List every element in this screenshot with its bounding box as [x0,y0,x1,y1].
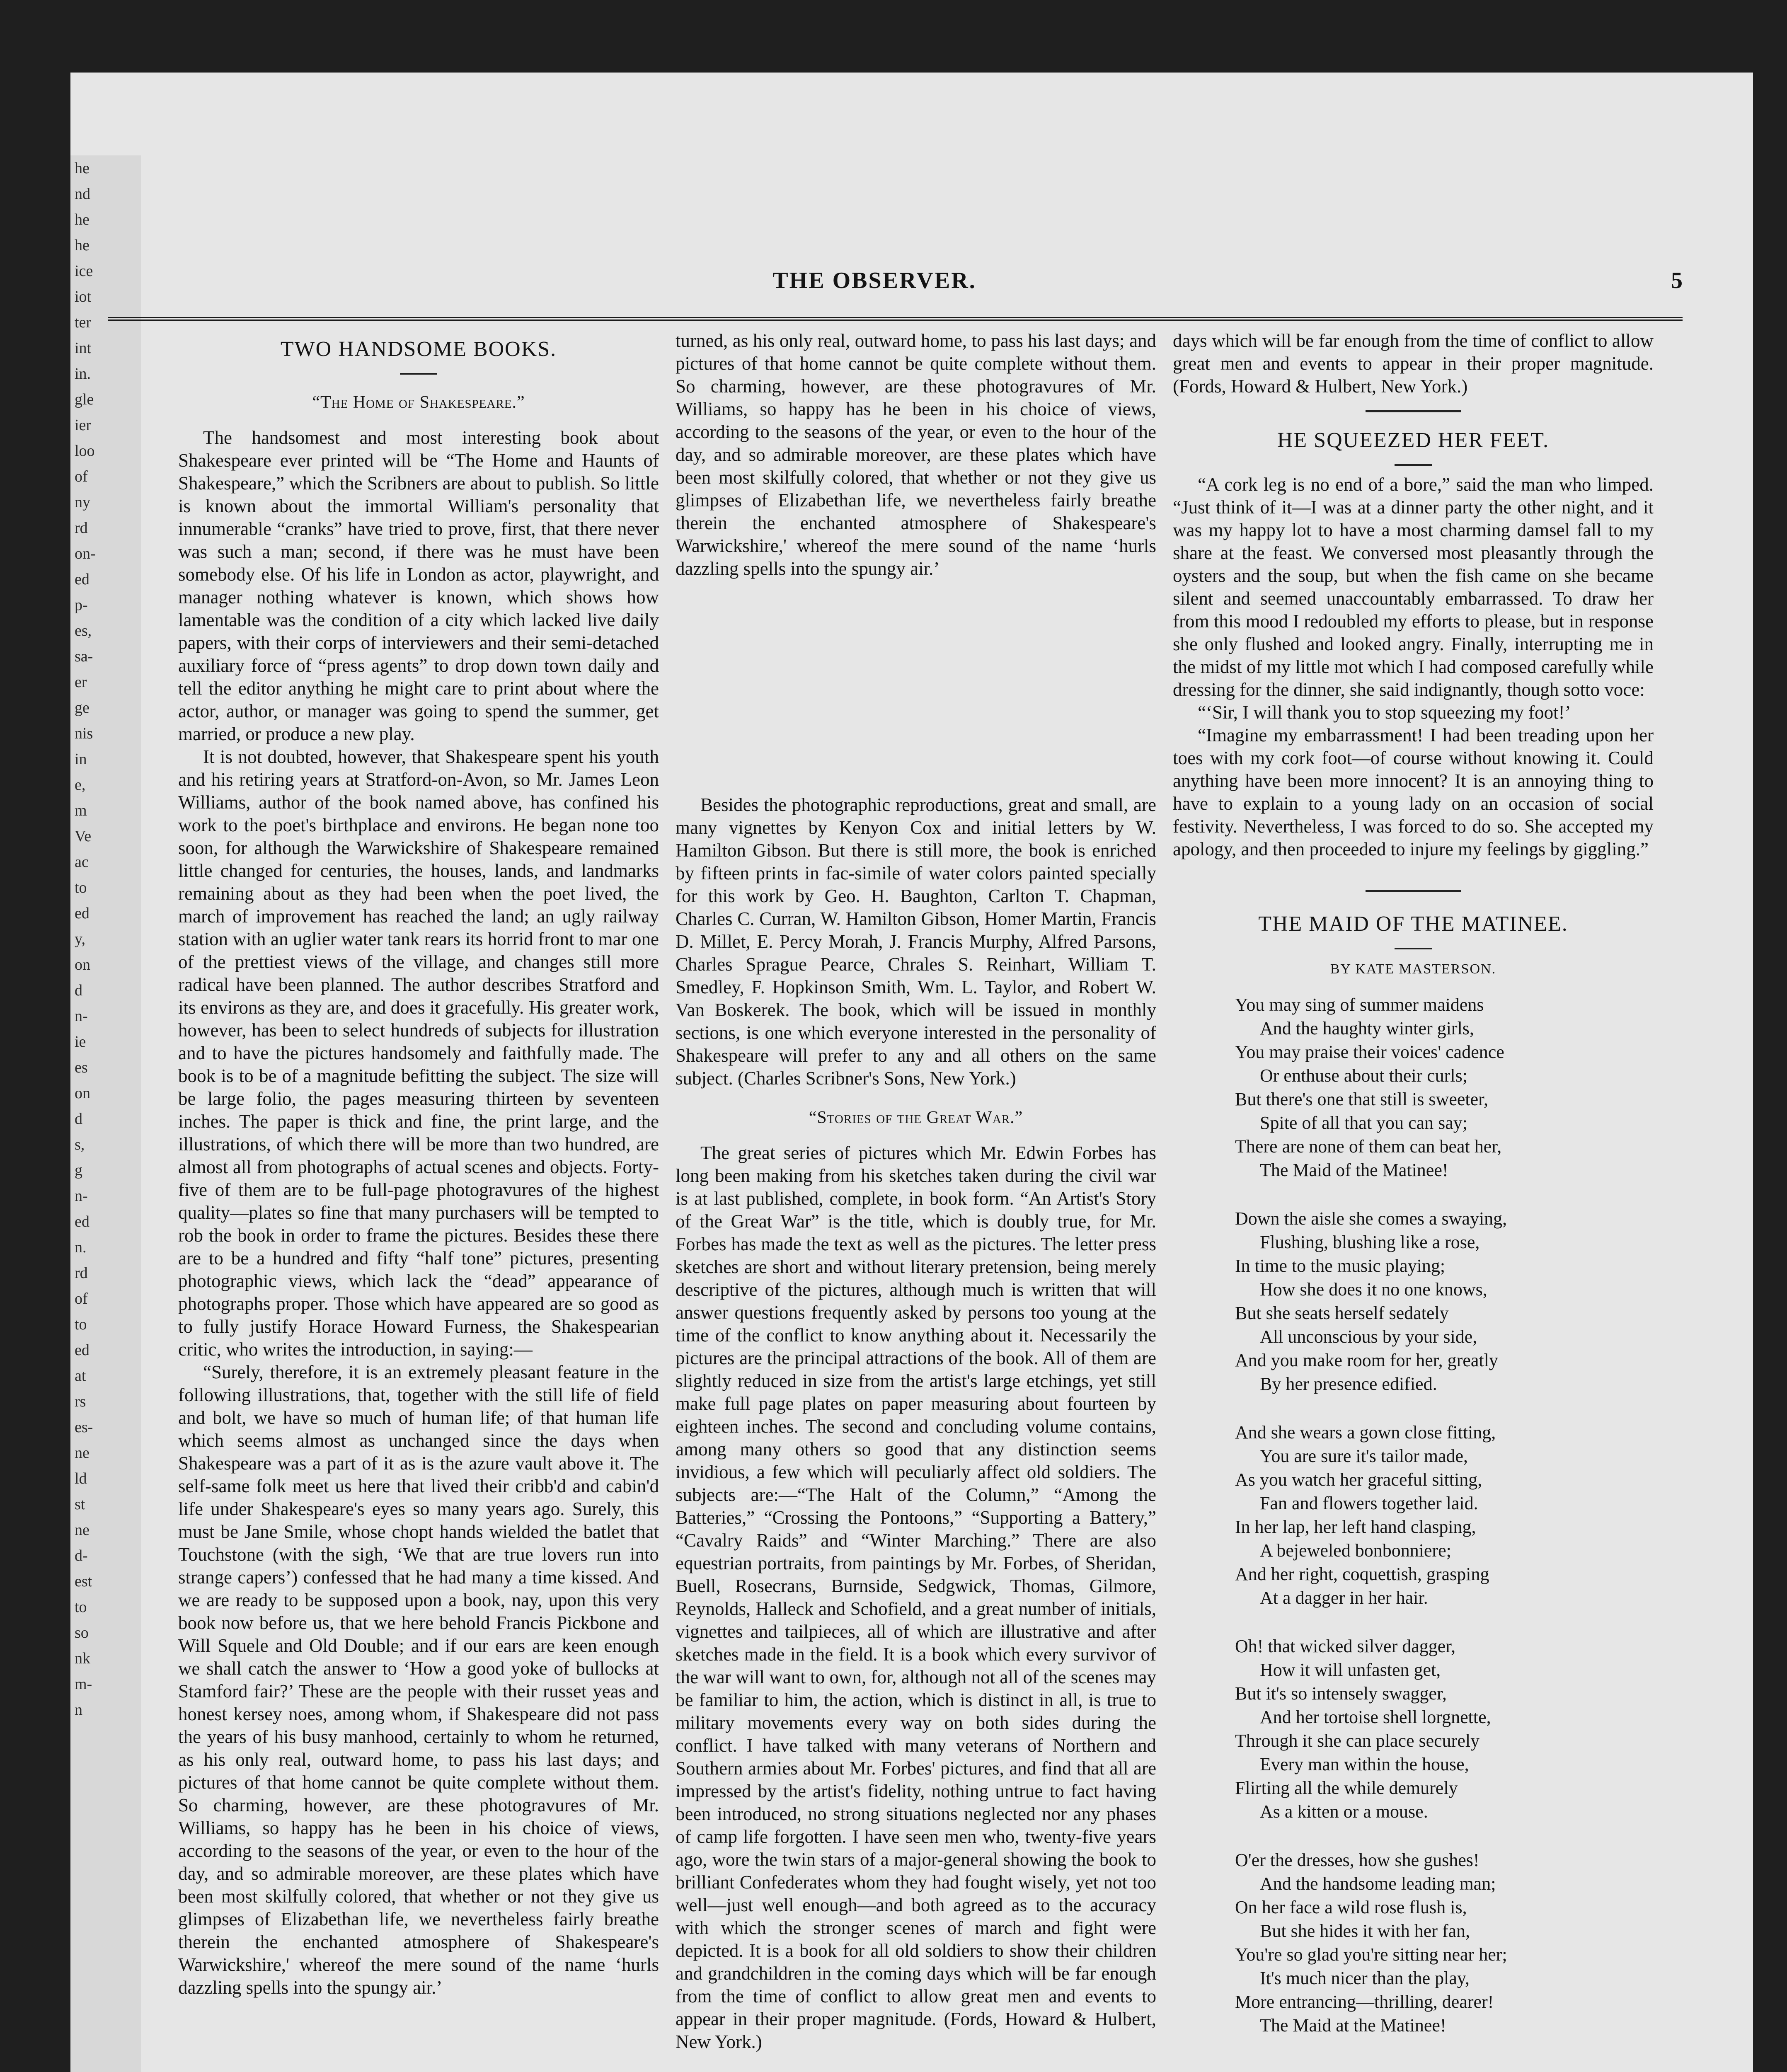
adjacent-page-text: Ve [75,828,92,845]
adjacent-page-text: d [75,1110,82,1128]
divider [1395,948,1432,949]
adjacent-page-text: m [75,802,87,819]
article-paragraph: “Surely, therefore, it is an extremely pleasant feature in the following illustrations, that, together with the still life of field and bolt, we have so much of human life; of that human life which seems almost as unchanged since the days when Shakespeare was a part of it as is the azure vault above it. The self-same folk meet us here that lived their cribb'd and cabin'd life under Shakespeare's eyes so many years ago. Surely, this must be Jane Smile, whose chopt hands wielded the batlet that Touchstone (with the sigh, ‘We that are true lovers run into strange capers’) confessed that he had many a time kissed. And we are ready to be supposed upon a book, nay, upon this very book now before us, that we here behold Francis Pickbone and Will Squele and Old Double; and if our ears are keen enough we shall catch the answer to ‘How a good yoke of bullocks at Stamford fair?’ These are the people with their russet yeas and honest kersey noes, among whom, if Shakespeare did not pass the years of his busy manhood, certainly to whom he returned, as his only real, outward home, to pass his last days; and pictures of that home cannot be quite complete without them. So charming, however, are these photogravures of Mr. Williams, so happy has he been in his choice of views, according to the seasons of the year, or even to the hour of the day, and so admirable moreover, are these plates which have been most skilfully colored, that whether or not they give us glimpses of Elizabethan life, we nevertheless fairly breathe therein the enchanted atmosphere of Shakespeare's Warwickshire,' whereof the mere sound of the name ‘hurls dazzling spells into the spungy air.’ [178,1362,659,1998]
adjacent-page-text: ld [75,1470,87,1487]
running-title: THE OBSERVER. [772,268,976,293]
poem-line: In her lap, her left hand clasping, [1235,1517,1476,1537]
poem [1235,993,1654,2037]
adjacent-page-text: e, [75,776,86,794]
poem-line: At a dagger in her hair. [1260,1588,1428,1608]
article-paragraph-continued: turned, as his only real, outward home, to pass his last days; and pictures of that home cannot be quite complete without them. So charming, however, are these photogravures of Mr. Williams, so happy has he been in his choice of views, according to the seasons of the year, or even to the hour of the day, and so admirable moreover, are these plates which have been most skilfully colored, that whether or not they give us glimpses of Elizabethan life, we nevertheless fairly breathe therein the enchanted atmosphere of Shakespeare's Warwickshire,' whereof the mere sound of the name ‘hurls dazzling spells into the spungy air.’ [676,330,1156,579]
page-header [108,197,1683,293]
divider [1366,410,1461,412]
adjacent-page-text: he [75,211,90,228]
adjacent-page-text: ice [75,262,93,280]
article-paragraph: “‘Sir, I will thank you to stop squeezing my foot!’ [1198,702,1571,723]
adjacent-page-text: of [75,468,88,485]
poem-line: But she hides it with her fan, [1260,1921,1470,1941]
adjacent-page-text: n- [75,1007,88,1025]
article-paragraph: “A cork leg is no end of a bore,” said the man who limped. “Just think of it—I was at a dinner party the other night, and it was my happy lot to have a most charming damsel fall to my share at the feast. We conversed most pleasantly through the oysters and the soup, but when the fish came on she became silent and seemed unaccountably embarrassed. To draw her from this mood I redoubled my efforts to please, but in response she only flushed and looked angry. Finally, interrupting me in the midst of my little mot which I had composed carefully while dressing for the dinner, she said indignantly, though sotto voce: [1173,474,1654,700]
adjacent-page-text: nis [75,725,93,742]
article-headline: TWO HANDSOME BOOKS. [280,337,557,361]
adjacent-page-text: at [75,1367,86,1385]
poem-line: By her presence edified. [1260,1374,1437,1394]
adjacent-page-text: s, [75,1136,85,1153]
adjacent-page-text: ge [75,699,90,716]
poem-stanza [1235,1848,1654,2037]
divider [400,373,437,375]
poem-line: All unconscious by your side, [1260,1326,1477,1347]
poem-line: You are sure it's tailor made, [1260,1446,1468,1466]
adjacent-page-text: he [75,237,90,254]
adjacent-page-text: ed [75,905,90,922]
adjacent-page-text: nk [75,1650,90,1667]
adjacent-page-text: d- [75,1547,88,1564]
poem-line: But there's one that still is sweeter, [1235,1089,1489,1109]
adjacent-page-text: n. [75,1239,87,1256]
adjacent-page-text: es, [75,622,92,639]
adjacent-page-text: he [75,160,90,177]
poem-line: The Maid at the Matinee! [1260,2015,1446,2036]
article-paragraph: The great series of pictures which Mr. Edwin Forbes has long been making from his sketches taken during the civil war is at last published, complete, in book form. “An Artist's Story of the Great War” is the title, which is doubly true, for Mr. Forbes has made the text as well as the pictures. The letter press sketches are short and without literary pretension, being merely descriptive of the pictures, although much is written that will answer questions frequently asked by persons too young at the time of the conflict to know anything about it. Necessarily the pictures are the principal attractions of the book. All of them are slightly reduced in size from the artist's large etchings, yet still make full page plates on paper measuring about fourteen by eighteen inches. The second and concluding volume contains, among many others so good that any distinction seems invidious, a few which will peculiarly affect old soldiers. The subjects are:—“The Halt of the Column,” “Among the Batteries,” “Crossing the Pontoons,” “Supporting a Battery,” “Cavalry Raids” and “Winter Marching.” There are also equestrian portraits, from paintings by Mr. Forbes, of Sheridan, Buell, Rosecrans, Burnside, Sedgwick, Thomas, Gilmore, Reynolds, Halleck and Schofield, and a great number of initials, vignettes and tailpieces, all of which are illustrative and after sketches made in the field. It is a book which every survivor of the war will want to own, for, although not all of the scenes may be familiar to him, the action, which is distinct in all, is true to military movements every way on both sides during the conflict. I have talked with many veterans of Northern and Southern armies about Mr. Forbes' pictures, and find that all are impressed by the artist's fidelity, nothing untrue to fact having been introduced, no strong situations neglected nor any phases of camp life forgotten. I have seen men who, twenty-five years ago, wore the twin stars of a major-general showing the book to brilliant Confederates whom they had fought wisely, yet not too well—just well enough—and both agreed as to the accuracy with which the stronger scenes of march and fight were depicted. It is a book for all old soldiers to show their children and grandchildren in the coming days which will be far enough from the time of conflict to allow great men and events to appear in their proper magnitude. (Fords, Howard & Hulbert, New York.) [676,1143,1156,2052]
newspaper-page [70,73,1753,2072]
divider [1395,464,1432,466]
adjacent-page-text: er [75,673,87,691]
adjacent-page-text: on [75,1084,90,1102]
adjacent-page-text: ne [75,1521,90,1539]
column-3 [1173,329,1654,2062]
adjacent-page-text: es- [75,1418,93,1436]
adjacent-page-text: es [75,1059,88,1076]
adjacent-page-text: ny [75,494,90,511]
byline: BY KATE MASTERSON. [1330,961,1496,977]
adjacent-page-text: g [75,1162,82,1179]
poem-line: Down the aisle she comes a swaying, [1235,1208,1507,1229]
poem-title: THE MAID OF THE MATINEE. [1258,912,1568,936]
poem-line: The Maid of the Matinee! [1260,1160,1448,1180]
article-paragraph: The handsomest and most interesting book about Shakespeare ever printed will be “The Home and Haunts of Shakespeare,” which the Scribners are about to publish. So little is known about the immortal William's personality that innumerable “cranks” have tried to prove, first, that there never was such a man; second, if there was he must have been somebody else. Of his life in London as actor, playwright, and manager nothing whatever is known, which shows how lamentable was the condition of a city which lacked live daily papers, with their corps of interviewers and their semi-detached auxiliary force of “press agents” to drop down town daily and tell the editor anything he might care to print about where the actor, author, or manager was going to spend the summer, get married, or produce a new play. [178,427,659,744]
article-headline: HE SQUEEZED HER FEET. [1277,428,1550,452]
page-number: 5 [1671,268,1683,293]
poem-line: Every man within the house, [1260,1754,1469,1774]
poem-stanza [1235,1421,1654,1610]
adjacent-page-text: on- [75,545,96,562]
adjacent-page-text: int [75,339,92,357]
adjacent-page-text: y, [75,930,86,948]
article-paragraph-continued: days which will be far enough from the time of conflict to allow great men and events to appear in their proper magnitude. (Fords, Howard & Hulbert, New York.) [1173,330,1654,397]
adjacent-page-text: rd [75,519,88,537]
adjacent-page-text: est [75,1573,92,1590]
poem-line: As a kitten or a mouse. [1260,1801,1428,1822]
divider [1366,890,1461,892]
poem-line: A bejeweled bonbonniere; [1260,1540,1451,1561]
adjacent-page-text: to [75,1598,87,1616]
poem-line: In time to the music playing; [1235,1256,1446,1276]
poem-line: How it will unfasten get, [1260,1660,1441,1680]
poem-line: Flirting all the while demurely [1235,1778,1458,1798]
adjacent-page-text: loo [75,442,95,460]
adjacent-page-text: ier [75,416,92,434]
adjacent-page-text: ed [75,1341,90,1359]
poem-line: As you watch her graceful sitting, [1235,1469,1482,1490]
poem-line: Or enthuse about their curls; [1260,1065,1467,1086]
article-subheading: “Stories of the Great War.” [809,1108,1023,1127]
adjacent-page-text: on [75,956,90,973]
adjacent-page-text: ie [75,1033,86,1051]
poem-line: You're so glad you're sitting near her; [1235,1944,1507,1965]
poem-line: Spite of all that you can say; [1260,1113,1467,1133]
article-subheading: “The Home of Shakespeare.” [312,393,525,412]
adjacent-page-text: so [75,1624,89,1641]
poem-line: More entrancing—thrilling, dearer! [1235,1992,1494,2012]
article-paragraph: Besides the photographic reproductions, great and small, are many vignettes by Kenyon Cox and initial letters by W. Hamilton Gibson. But there is still more, the book is enriched by fifteen prints in fac-simile of water colors painted specially for this work by Geo. H. Baughton, Carlton T. Chapman, Charles C. Curran, W. Hamilton Gibson, Homer Martin, Francis D. Millet, E. Percy Morah, J. Francis Murphy, Alfred Parsons, Charles Sprague Pearce, Chrales S. Reinhart, William T. Smedley, F. Hopkinson Smith, Wm. L. Taylor, and Robert W. Van Boskerek. The book, which will be issued in monthly sections, is one which everyone interested in the personality of Shakespeare will prefer to any and all others on the same subject. (Charles Scribner's Sons, New York.) [676,794,1156,1089]
article-paragraph: It is not doubted, however, that Shakespeare spent his youth and his retiring years at Stratford-on-Avon, so Mr. James Leon Williams, author of the book named above, has confined his work to the poet's birthplace and environs. He began none too soon, for although the Warwickshire of Shakespeare remained little changed for centuries, the houses, lands, and landmarks remaining about as they had been when the poet lived, the march of improvement has reached the land; an ugly railway station with an uglier water tank rears its horrid front to mar one of the prettiest views of the village, and changes still more radical have been planned. The author describes Stratford and its environs as they are, and does it gracefully. His greater work, however, has been to select hundreds of subjects for illustration and to have the pictures handsomely and faithfully made. The book is to be of a magnitude befitting the subject. The size will be large folio, the pages measuring thirteen by seventeen inches. The paper is thick and fine, the print large, and the illustrations, of which there will be more than two hundred, are almost all from photographs of actual scenes and objects. Forty-five of them are to be full-page photogravures of the highest quality—plates so fine that many purchasers will be tempted to rob the book in order to frame the pictures. Besides these there are to be a hundred and fifty “half tone” pictures, presenting photographic views, which lack the “dead” appearance of photographs proper. Those which have appeared are so good as to fully justify Horace Howard Furness, the Shakespearian critic, who writes the introduction, in saying:— [178,746,659,1360]
poem-stanza [1235,1634,1654,1823]
adjacent-page-text: n [75,1701,82,1719]
poem-line: How she does it no one knows, [1260,1279,1487,1300]
adjacent-page-text: in. [75,365,91,382]
poem-line: Fan and flowers together laid. [1260,1493,1478,1513]
poem-stanza [1235,1207,1654,1396]
header-rule [108,317,1683,321]
adjacent-page-text: ed [75,1213,90,1230]
adjacent-page-text: rd [75,1264,88,1282]
adjacent-page-text: to [75,1316,87,1333]
adjacent-page-text: st [75,1496,85,1513]
poem-line: And her tortoise shell lorgnette, [1260,1707,1491,1727]
poem-line: You may praise their voices' cadence [1235,1042,1504,1062]
adjacent-page-text: m- [75,1675,92,1693]
adjacent-page-text: n- [75,1187,88,1205]
adjacent-page-text: iot [75,288,92,305]
adjacent-page-text: rs [75,1393,86,1410]
poem-line: Flushing, blushing like a rose, [1260,1232,1480,1252]
poem-line: And the handsome leading man; [1260,1874,1496,1894]
poem-line: But it's so intensely swagger, [1235,1683,1447,1704]
poem-line: But she seats herself sedately [1235,1303,1449,1323]
adjacent-page-text: gle [75,391,94,408]
adjacent-page-text: nd [75,185,90,203]
poem-line: O'er the dresses, how she gushes! [1235,1850,1479,1870]
poem-line: On her face a wild rose flush is, [1235,1897,1467,1917]
poem-line: Through it she can place securely [1235,1731,1480,1751]
adjacent-page-text: sa- [75,648,93,665]
poem-line: And her right, coquettish, grasping [1235,1564,1489,1584]
poem-stanza [1235,993,1654,1182]
poem-line: There are none of them can beat her, [1235,1136,1502,1157]
column-2 [676,329,1156,2072]
poem-line: And she wears a gown close fitting, [1235,1422,1496,1443]
adjacent-page-text: ter [75,314,92,331]
article-paragraph: “Imagine my embarrassment! I had been treading upon her toes with my cork foot—of course without knowing it. Could anything have been more innocent? It is an annoying thing to have to explain to a young lady on an occasion of social festivity. Nevertheless, I was forced to do so. She accepted my apology, and then proceeded to injure my feelings by giggling.” [1173,725,1654,859]
adjacent-page-text: to [75,879,87,896]
adjacent-page-text: p- [75,596,88,614]
adjacent-page-text: of [75,1290,88,1307]
poem-line: And the haughty winter girls, [1260,1018,1474,1038]
adjacent-page-text: ne [75,1444,90,1462]
adjacent-page-text: in [75,750,87,768]
column-1 [178,329,659,2072]
poem-line: Oh! that wicked silver dagger, [1235,1636,1456,1656]
adjacent-page-fragment [70,155,141,2072]
adjacent-page-text: ed [75,571,90,588]
poem-line: And you make room for her, greatly [1235,1350,1498,1370]
adjacent-page-text: ac [75,853,89,871]
poem-line: It's much nicer than the play, [1260,1968,1470,1988]
poem-line: You may sing of summer maidens [1235,995,1484,1015]
adjacent-page-text: d [75,982,82,999]
